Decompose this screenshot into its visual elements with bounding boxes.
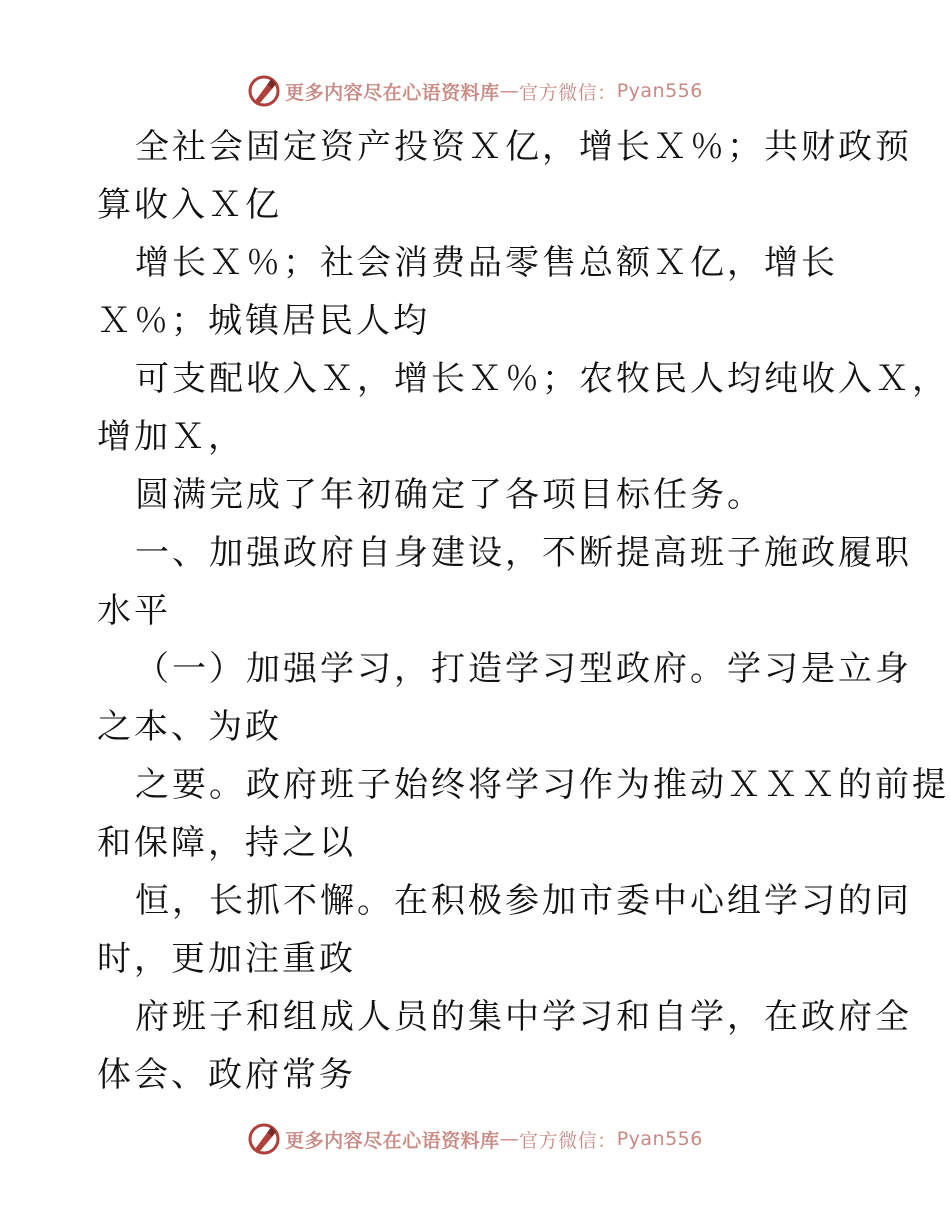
section-heading-line: 水平: [97, 591, 171, 631]
body-line: 体会、政府常务: [97, 1055, 356, 1095]
pen-logo-icon: [247, 1122, 281, 1156]
header-watermark: [0, 71, 950, 111]
body-line: 府班子和组成人员的集中学习和自学，在政府全: [135, 997, 912, 1037]
body-line: 圆满完成了年初确定了各项目标任务。: [135, 475, 764, 515]
section-heading-line: 一、加强政府自身建设，不断提高班子施政履职: [135, 533, 912, 573]
pen-logo-icon: [247, 74, 281, 108]
body-line: 增长Ｘ％；社会消费品零售总额Ｘ亿，增长: [135, 243, 838, 283]
document-body: [97, 118, 949, 1104]
body-line: 增加Ｘ，: [97, 417, 245, 457]
watermark-dash: —: [499, 1128, 520, 1150]
body-line: 全社会固定资产投资Ｘ亿，增长Ｘ％；共财政预: [135, 127, 912, 167]
watermark-wechat-id: Pyan556: [616, 1128, 703, 1150]
body-line: 时，更加注重政: [97, 939, 356, 979]
body-line: 之要。政府班子始终将学习作为推动ＸＸＸ的前提: [135, 765, 949, 805]
body-line: （一）加强学习，打造学习型政府。学习是立身: [135, 649, 912, 689]
footer-watermark: [0, 1119, 950, 1159]
watermark-side-text: 官方微信：: [519, 81, 617, 104]
body-line: Ｘ％；城镇居民人均: [97, 301, 430, 341]
watermark-wechat-id: Pyan556: [616, 80, 703, 102]
watermark-side-text: 官方微信：: [519, 1129, 617, 1152]
watermark-main-text: 更多内容尽在心语资料库: [285, 81, 500, 104]
body-line: 可支配收入Ｘ，增长Ｘ％；农牧民人均纯收入Ｘ，: [135, 359, 949, 399]
body-line: 和保障，持之以: [97, 823, 356, 863]
body-line: 恒，长抓不懈。在积极参加市委中心组学习的同: [135, 881, 912, 921]
watermark-main-text: 更多内容尽在心语资料库: [285, 1129, 500, 1152]
body-line: 算收入Ｘ亿: [97, 185, 282, 225]
watermark-dash: —: [499, 80, 520, 102]
body-line: 之本、为政: [97, 707, 282, 747]
